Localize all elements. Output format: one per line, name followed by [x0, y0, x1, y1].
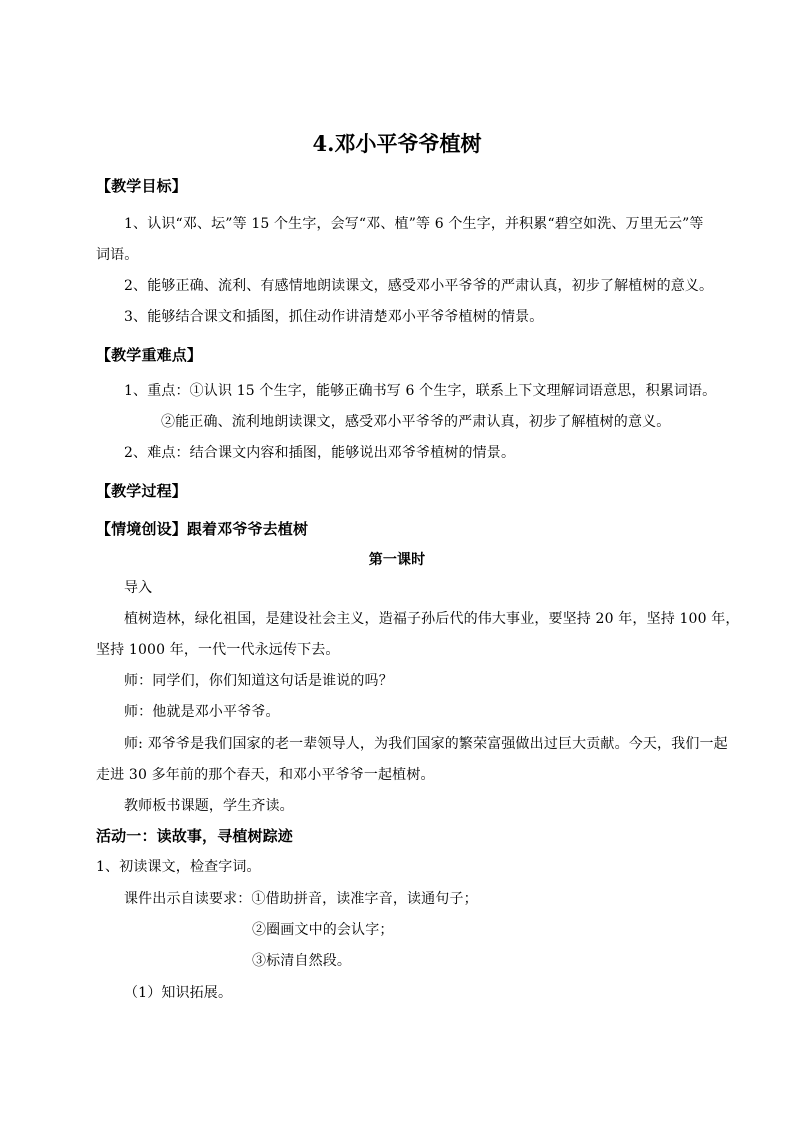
activity-1-heading: 活动一：读故事，寻植树踪迹	[96, 827, 293, 845]
goal-1-line-2: 词语。	[96, 247, 139, 263]
goal-2: 2、能够正确、流利、有感情地朗读课文，感受邓小平爷爷的严肃认真，初步了解植树的意义。	[124, 278, 714, 294]
paragraph-1-line-2: 坚持 1000 年，一代一代永远传下去。	[96, 642, 340, 658]
lesson-heading: 第一课时	[368, 552, 426, 568]
intro-label: 导入	[124, 580, 153, 596]
reading-requirement-line-3: ③标清自然段。	[252, 953, 352, 969]
sub-item-1: （1）知识拓展。	[124, 985, 233, 1001]
step-1: 1、初读课文，检查字词。	[96, 859, 261, 875]
reading-requirement-line-1: 课件出示自读要求：①借助拼音，读准字音，读通句子；	[124, 891, 478, 907]
document-title: 4.邓小平爷爷植树	[312, 131, 482, 156]
heading-teaching-process: 【教学过程】	[96, 482, 187, 500]
paragraph-4-line-2: 走进 30 多年前的那个春天，和邓小平爷爷一起植树。	[96, 767, 435, 783]
paragraph-1-line-1: 植树造林，绿化祖国，是建设社会主义，造福子孙后代的伟大事业，要坚持 20 年，坚持 100 年，	[124, 611, 740, 627]
goal-1-line-1: 1、认识“邓、坛”等 15 个生字，会写“邓、植”等 6 个生字，并积累“碧空如洗、万里无云”等	[124, 216, 704, 232]
goal-3: 3、能够结合课文和插图，抓住动作讲清楚邓小平爷爷植树的情景。	[124, 309, 544, 325]
paragraph-5: 教师板书课题，学生齐读。	[124, 798, 294, 814]
key-point-1-line-1: 1、重点：①认识 15 个生字，能够正确书写 6 个生字，联系上下文理解词语意思，积累词语。	[124, 383, 717, 399]
heading-teaching-goals: 【教学目标】	[96, 177, 187, 195]
paragraph-3: 师：他就是邓小平爷爷。	[124, 704, 280, 720]
reading-requirement-line-2: ②圈画文中的会认字；	[252, 922, 394, 938]
heading-key-points: 【教学重难点】	[96, 346, 203, 364]
paragraph-4-line-1: 师: 邓爷爷是我们国家的老一辈领导人，为我们国家的繁荣富强做出过巨大贡献。今天，我们一起	[124, 736, 728, 752]
key-point-1-line-2: ②能正确、流利地朗读课文，感受邓小平爷爷的严肃认真，初步了解植树的意义。	[161, 414, 671, 430]
scenario-heading: 【情境创设】跟着邓爷爷去植树	[96, 520, 309, 538]
key-point-2: 2、难点：结合课文内容和插图，能够说出邓爷爷植树的情景。	[124, 445, 516, 461]
paragraph-2: 师：同学们，你们知道这句话是谁说的吗？	[124, 673, 393, 689]
